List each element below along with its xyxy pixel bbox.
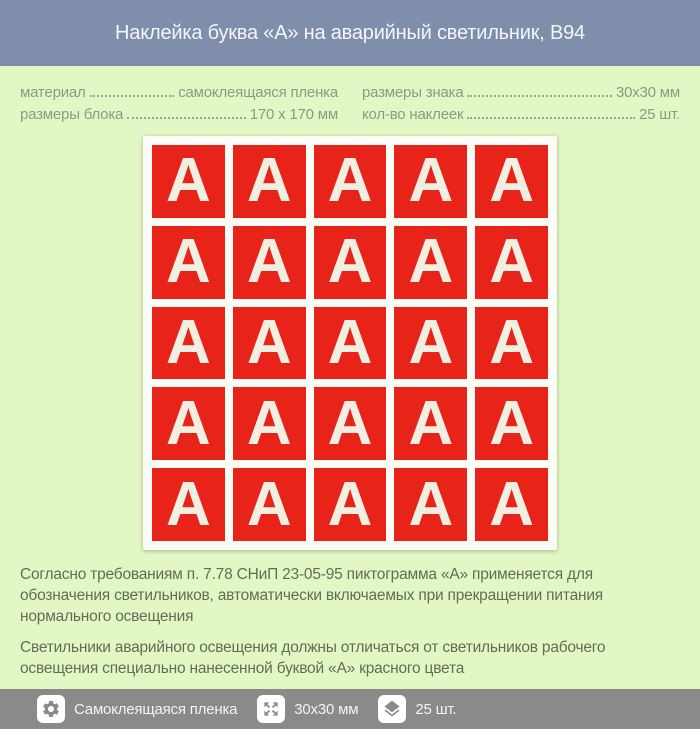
sticker-tile [314,387,387,460]
spec-row-block-size [20,101,338,123]
sticker-grid [152,145,548,541]
dotted-leader [467,95,611,97]
sticker-tile [394,307,467,380]
dotted-leader [467,117,635,119]
footer-item-count [378,695,456,723]
sticker-tile [475,387,548,460]
sticker-tile [233,468,306,541]
sticker-letter: А [408,146,454,216]
sticker-tile [152,226,225,299]
sticker-letter: А [166,388,211,458]
sticker-tile [475,145,548,218]
dotted-leader [127,117,246,119]
sticker-letter: А [489,146,535,216]
footer-label: 25 шт. [415,700,457,718]
page-title: Наклейка буква «А» на аварийный светильник, В94 [115,21,585,44]
sticker-letter: А [166,146,211,216]
spec-value: самоклеящаяся пленка [178,84,338,101]
spec-row-sticker-count [362,101,680,123]
sticker-tile [152,145,225,218]
header-bar [0,0,700,66]
description-block [0,550,700,689]
sticker-tile [233,307,306,380]
sticker-tile [233,226,306,299]
footer-label: 30х30 мм [294,700,359,718]
sticker-letter: А [166,308,211,378]
sticker-letter: А [489,227,535,297]
layers-icon [378,695,406,723]
sticker-tile [394,387,467,460]
spec-label: размеры знака [362,84,464,101]
spec-value: 25 шт. [638,106,680,123]
sticker-letter: А [327,227,373,297]
spec-column-left [20,79,338,123]
footer-item-size [257,695,358,723]
sticker-letter: А [246,308,292,378]
sticker-tile [475,468,548,541]
sticker-tile [314,226,387,299]
sticker-letter: А [246,469,292,539]
spec-label: материал [20,84,86,101]
spec-value: 170 x 170 мм [249,106,338,123]
sticker-letter: А [246,227,292,297]
sticker-sheet-card [143,136,557,550]
footer-bar [0,689,700,729]
spec-value: 30х30 мм [615,84,680,101]
description-paragraph: Светильники аварийного освещения должны отличаться от светильников рабочего освещения специально нанесенной буквой «А» красного цвета [20,639,606,678]
sticker-tile [394,145,467,218]
sticker-tile [394,226,467,299]
sticker-letter: А [327,146,373,216]
spec-column-right [362,79,680,123]
sticker-tile [233,387,306,460]
sticker-tile [314,307,387,380]
footer-label: Самоклеящаяся пленка [74,700,238,718]
sticker-letter: А [246,146,292,216]
footer-item-material [37,695,237,723]
sticker-tile [152,468,225,541]
sticker-tile [475,226,548,299]
sticker-letter: А [327,308,373,378]
sticker-tile [475,307,548,380]
sticker-tile [233,145,306,218]
spec-table [0,66,700,123]
sticker-letter: А [489,308,535,378]
dotted-leader [90,95,175,97]
sticker-letter: А [489,469,535,539]
sticker-letter: А [327,469,373,539]
sticker-letter: А [246,388,292,458]
sticker-letter: А [408,469,454,539]
sticker-letter: А [408,227,454,297]
sticker-letter: А [166,469,211,539]
sticker-letter: А [327,388,373,458]
sticker-tile [314,145,387,218]
sticker-tile [152,307,225,380]
sticker-letter: А [408,388,454,458]
spec-label: размеры блока [20,106,124,123]
sticker-letter: А [166,227,211,297]
gear-icon [37,695,65,723]
sticker-letter: А [408,308,454,378]
spec-row-sign-size [362,79,680,101]
spec-row-material [20,79,338,101]
sticker-letter: А [489,388,535,458]
sticker-tile [394,468,467,541]
sticker-tile [314,468,387,541]
sticker-tile [152,387,225,460]
description-paragraph: Согласно требованиям п. 7.78 СНиП 23-05-95 пиктограмма «А» применяется для обозначения светильников, автоматически включаемых при прекращении питания нормального освещения [20,566,603,626]
spec-label: кол-во наклеек [362,106,464,123]
resize-icon [257,695,285,723]
sticker-sheet-area [0,136,700,550]
